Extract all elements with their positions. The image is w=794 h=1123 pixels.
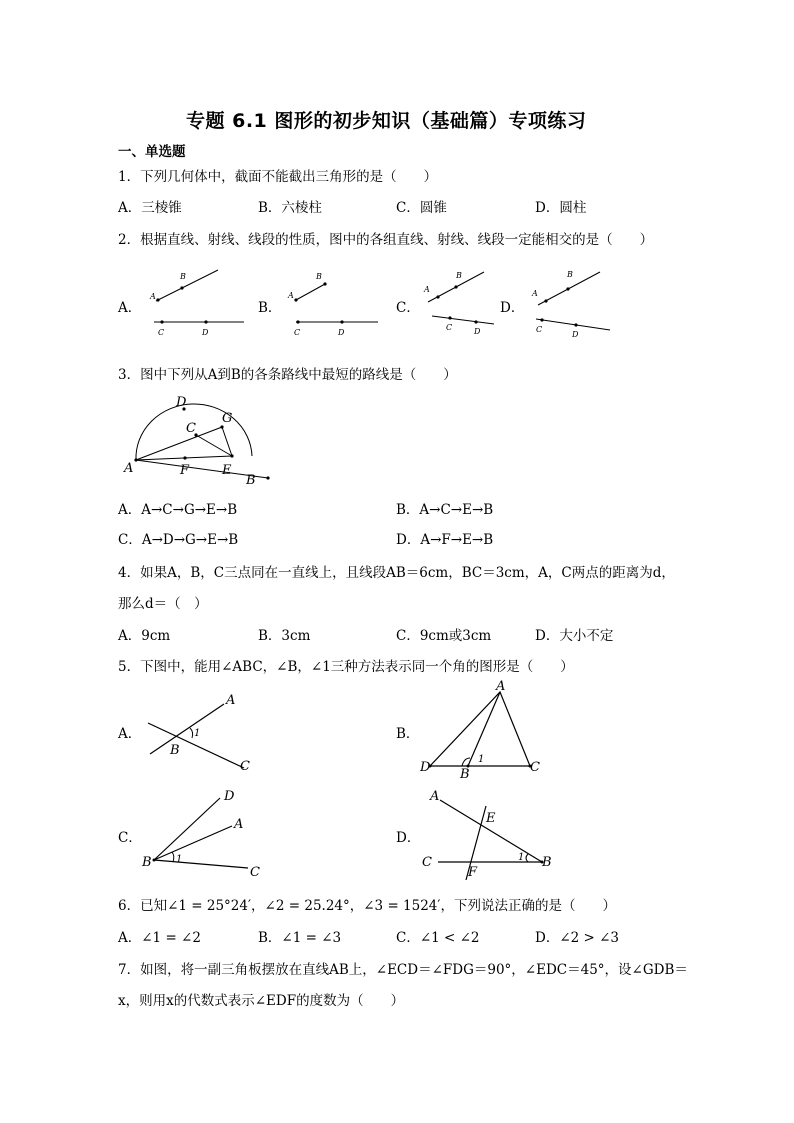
label-d: D: [474, 327, 481, 336]
label-b: B: [316, 272, 322, 281]
label-e: E: [486, 811, 496, 826]
label-c: C: [536, 325, 543, 334]
page-title: 专题 6.1 图形的初步知识（基础篇）专项练习: [186, 110, 587, 132]
label-b: B: [142, 855, 152, 870]
label-a: A: [150, 292, 156, 301]
point-d: D: [176, 395, 187, 410]
point-c: C: [186, 421, 196, 436]
q2-option-c[interactable]: C．: [396, 300, 420, 316]
label-a: A: [234, 817, 244, 832]
q5-figure-c: [140, 786, 270, 882]
label-a: A: [424, 285, 430, 294]
label-b: B: [460, 767, 470, 778]
q6-option-d[interactable]: D．∠2 > ∠3: [535, 930, 620, 946]
q1-option-d[interactable]: D．圆柱: [535, 200, 587, 216]
label-a: A: [430, 789, 440, 804]
q6-option-c[interactable]: C．∠1 < ∠2: [396, 930, 480, 946]
point-a: A: [124, 461, 134, 476]
q1-option-c[interactable]: C．圆锥: [396, 200, 447, 216]
label-d: D: [224, 789, 235, 804]
label-c: C: [158, 328, 165, 337]
question-1-stem: 1．下列几何体中，截面不能截出三角形的是（ ）: [118, 169, 438, 185]
label-c: C: [240, 759, 250, 774]
q5-option-a[interactable]: A．: [118, 726, 142, 742]
angle-label: 1: [478, 754, 485, 765]
q1-option-a[interactable]: A．三棱锥: [118, 200, 182, 216]
q2-option-a[interactable]: A．: [118, 300, 142, 316]
label-d: D: [572, 330, 579, 339]
label-d: D: [338, 328, 345, 337]
angle-label: 1: [518, 852, 525, 863]
q5-figure-b: [418, 678, 548, 778]
q2-figure-a: [140, 262, 250, 340]
question-7-stem-line2: x，则用x的代数式表示∠EDF的度数为（ ）: [118, 993, 405, 1009]
label-b: B: [456, 271, 462, 280]
q2-option-d[interactable]: D．: [500, 300, 525, 316]
q4-option-c[interactable]: C．9cm或3cm: [396, 628, 492, 644]
q1-option-b[interactable]: B．六棱柱: [258, 200, 322, 216]
point-f: F: [180, 463, 190, 478]
angle-label: 1: [194, 728, 201, 739]
q2-figure-b: [280, 262, 385, 340]
label-f: F: [468, 865, 478, 880]
q3-option-d[interactable]: D．A→F→E→B: [396, 532, 494, 548]
q5-option-c[interactable]: C．: [118, 830, 142, 846]
question-4-stem-line2: 那么d＝（ ）: [118, 596, 208, 612]
label-d: D: [420, 760, 431, 775]
question-3-stem: 3．图中下列从A到B的各条路线中最短的路线是（ ）: [118, 367, 457, 383]
point-g: G: [222, 411, 233, 426]
q2-option-b[interactable]: B．: [258, 300, 282, 316]
label-a: A: [532, 289, 538, 298]
question-2-stem: 2．根据直线、射线、线段的性质，图中的各组直线、射线、线段一定能相交的是（ ）: [118, 232, 654, 248]
q5-option-b[interactable]: B．: [396, 726, 420, 742]
label-b: B: [170, 743, 180, 758]
q6-option-b[interactable]: B．∠1 = ∠3: [258, 930, 342, 946]
label-d: D: [202, 328, 209, 337]
q4-option-b[interactable]: B．3cm: [258, 628, 311, 644]
section-heading: 一、单选题: [118, 144, 186, 160]
q4-option-a[interactable]: A．9cm: [118, 628, 171, 644]
label-c: C: [294, 328, 301, 337]
question-6-stem: 6．已知∠1 = 25°24′，∠2 = 25.24°，∠3 = 1524′，下列说法正确的是（ ）: [118, 898, 616, 914]
label-a: A: [496, 679, 506, 694]
label-c: C: [530, 760, 540, 775]
label-c: C: [422, 855, 432, 870]
q5-figure-a: [140, 688, 260, 778]
label-b: B: [542, 855, 552, 870]
q3-option-a[interactable]: A．A→C→G→E→B: [118, 502, 238, 518]
q6-option-a[interactable]: A．∠1 = ∠2: [118, 930, 201, 946]
q2-figure-d: [520, 262, 620, 340]
point-b: B: [246, 473, 256, 488]
label-a: A: [226, 693, 236, 708]
q3-option-c[interactable]: C．A→D→G→E→B: [118, 532, 239, 548]
label-a: A: [288, 291, 294, 300]
q3-option-b[interactable]: B．A→C→E→B: [396, 502, 494, 518]
q5-figure-d: [418, 786, 558, 882]
question-5-stem: 5．下图中，能用∠ABC，∠B，∠1三种方法表示同一个角的图形是（ ）: [118, 659, 574, 675]
angle-label: 1: [176, 854, 183, 865]
label-b: B: [180, 272, 186, 281]
point-e: E: [222, 463, 232, 478]
question-7-stem-line1: 7．如图，将一副三角板摆放在直线AB上，∠ECD＝∠FDG＝90°，∠EDC＝45°，设∠GDB＝: [118, 962, 688, 978]
question-4-stem-line1: 4．如果A，B，C三点同在一直线上，且线段AB＝6cm，BC＝3cm，A，C两点的距离为d，: [118, 565, 675, 581]
label-c: C: [250, 865, 260, 880]
label-c: C: [446, 323, 453, 332]
q5-option-d[interactable]: D．: [396, 830, 421, 846]
q4-option-d[interactable]: D．大小不定: [535, 628, 614, 644]
q3-figure: [118, 390, 278, 490]
label-b: B: [567, 270, 573, 279]
